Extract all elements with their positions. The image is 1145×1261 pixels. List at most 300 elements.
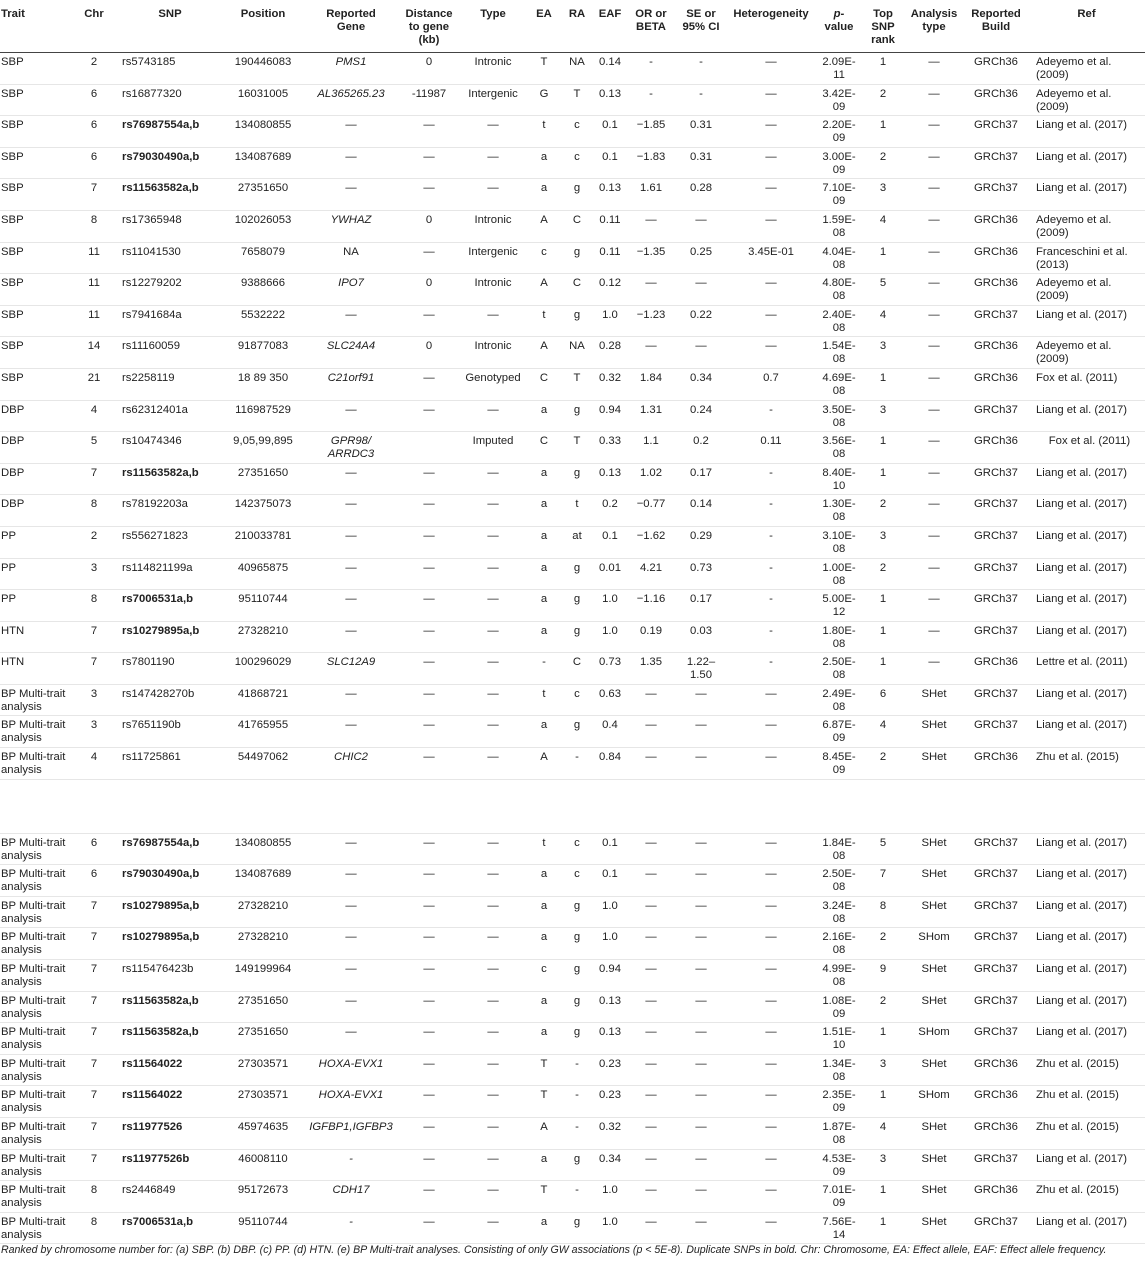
header-chr: Chr [72,0,116,53]
cell-ea: C [528,368,560,400]
cell-rank: 2 [862,928,904,960]
cell-build: GRCh36 [964,337,1028,369]
cell-chr: 14 [72,337,116,369]
cell-chr: 6 [72,116,116,148]
cell-position: 41868721 [224,684,302,716]
cell-eaf: 0.1 [594,116,626,148]
cell-trait: BP Multi-trait analysis [0,1212,72,1244]
cell-type: Genotyped [458,368,528,400]
cell-snp: rs10279895a,b [116,928,224,960]
cell-distance: — [400,991,458,1023]
cell-type: Intronic [458,274,528,306]
cell-distance: — [400,1054,458,1086]
cell-snp: rs79030490a,b [116,865,224,897]
cell-eaf: 0.1 [594,865,626,897]
cell-type: — [458,928,528,960]
cell-ra: g [560,621,594,653]
cell-ea: a [528,147,560,179]
cell-p-value: 1.00E- 08 [816,558,862,590]
cell-position: 27328210 [224,621,302,653]
cell-position: 27351650 [224,1023,302,1055]
cell-ea: a [528,1023,560,1055]
table-row [0,653,1145,685]
cell-analysis-type: SHet [904,991,964,1023]
cell-ea: a [528,400,560,432]
cell-chr: 8 [72,495,116,527]
cell-se-ci: 0.03 [676,621,726,653]
cell-chr: 21 [72,368,116,400]
cell-rank: 1 [862,653,904,685]
cell-ref: Liang et al. (2017) [1028,865,1145,897]
cell-distance: — [400,1086,458,1118]
cell-trait: BP Multi-trait analysis [0,991,72,1023]
cell-analysis-type: SHet [904,1181,964,1213]
cell-p-value: 2.50E- 08 [816,653,862,685]
cell-eaf: 0.94 [594,960,626,992]
cell-snp: rs7006531a,b [116,1212,224,1244]
cell-eaf: 0.11 [594,210,626,242]
cell-se-ci: — [676,274,726,306]
cell-rank: 4 [862,1118,904,1150]
table-row [0,147,1145,179]
cell-build: GRCh36 [964,1054,1028,1086]
cell-build: GRCh36 [964,653,1028,685]
cell-ea: a [528,590,560,622]
cell-se-ci: 0.17 [676,590,726,622]
cell-chr: 7 [72,463,116,495]
cell-snp: rs11725861 [116,748,224,780]
cell-eaf: 0.13 [594,463,626,495]
cell-type: — [458,1023,528,1055]
cell-or-beta: 1.1 [626,432,676,464]
cell-p-value: 2.09E- 11 [816,53,862,85]
cell-heterogeneity: — [726,748,816,780]
cell-ra: c [560,147,594,179]
cell-build: GRCh37 [964,991,1028,1023]
cell-position: 41765955 [224,716,302,748]
cell-ra: T [560,84,594,116]
cell-heterogeneity: - [726,495,816,527]
cell-distance: — [400,305,458,337]
cell-ref: Franceschini et al. (2013) [1028,242,1145,274]
cell-eaf: 0.13 [594,991,626,1023]
cell-distance: — [400,590,458,622]
cell-p-value: 8.40E- 10 [816,463,862,495]
cell-build: GRCh37 [964,495,1028,527]
cell-position: 27303571 [224,1086,302,1118]
cell-snp: rs10279895a,b [116,621,224,653]
cell-ref: Adeyemo et al. (2009) [1028,210,1145,242]
cell-trait: DBP [0,495,72,527]
cell-rank: 3 [862,400,904,432]
cell-build: GRCh37 [964,179,1028,211]
cell-snp: rs11977526 [116,1118,224,1150]
cell-type: — [458,590,528,622]
cell-or-beta: — [626,833,676,865]
cell-type: Intronic [458,53,528,85]
cell-snp: rs115476423b [116,960,224,992]
cell-ra: C [560,274,594,306]
cell-eaf: 0.01 [594,558,626,590]
table-row [0,1118,1145,1150]
cell-snp: rs556271823 [116,526,224,558]
cell-p-value: 4.69E- 08 [816,368,862,400]
cell-rank: 2 [862,991,904,1023]
table-row [0,833,1145,865]
cell-eaf: 0.13 [594,1023,626,1055]
cell-analysis-type: — [904,653,964,685]
cell-position: 45974635 [224,1118,302,1150]
cell-or-beta: — [626,1054,676,1086]
cell-se-ci: — [676,1086,726,1118]
cell-ea: a [528,495,560,527]
cell-se-ci: — [676,865,726,897]
cell-build: GRCh37 [964,147,1028,179]
cell-rank: 9 [862,960,904,992]
cell-ref: Liang et al. (2017) [1028,526,1145,558]
cell-gene: — [302,179,400,211]
cell-or-beta: — [626,1118,676,1150]
cell-snp: rs11563582a,b [116,991,224,1023]
cell-chr: 7 [72,960,116,992]
cell-distance: — [400,558,458,590]
cell-distance: — [400,833,458,865]
cell-ea: a [528,896,560,928]
cell-or-beta: — [626,1023,676,1055]
cell-p-value: 4.99E- 08 [816,960,862,992]
cell-p-value: 4.04E- 08 [816,242,862,274]
cell-build: GRCh36 [964,1086,1028,1118]
table-row [0,1181,1145,1213]
cell-ref: Zhu et al. (2015) [1028,1118,1145,1150]
cell-rank: 2 [862,147,904,179]
cell-type: Intronic [458,210,528,242]
cell-build: GRCh36 [964,368,1028,400]
cell-type: — [458,558,528,590]
cell-rank: 1 [862,1023,904,1055]
cell-p-value: 6.87E- 09 [816,716,862,748]
cell-ra: g [560,991,594,1023]
cell-chr: 3 [72,684,116,716]
table-row [0,1212,1145,1244]
cell-se-ci: 0.73 [676,558,726,590]
cell-p-value: 1.80E- 08 [816,621,862,653]
cell-heterogeneity: — [726,833,816,865]
table-row [0,716,1145,748]
cell-analysis-type: SHom [904,1086,964,1118]
cell-se-ci: 0.14 [676,495,726,527]
cell-distance: 0 [400,337,458,369]
cell-rank: 1 [862,1086,904,1118]
cell-or-beta: 1.84 [626,368,676,400]
cell-ref: Liang et al. (2017) [1028,400,1145,432]
table-row [0,463,1145,495]
cell-rank: 1 [862,1181,904,1213]
cell-ra: g [560,1023,594,1055]
cell-trait: SBP [0,84,72,116]
table-row [0,896,1145,928]
cell-type: — [458,991,528,1023]
table-row [0,116,1145,148]
cell-rank: 4 [862,210,904,242]
cell-analysis-type: — [904,558,964,590]
cell-build: GRCh37 [964,896,1028,928]
cell-or-beta: 4.21 [626,558,676,590]
cell-rank: 3 [862,1054,904,1086]
cell-position: 116987529 [224,400,302,432]
cell-build: GRCh37 [964,865,1028,897]
cell-chr: 7 [72,928,116,960]
cell-gene: PMS1 [302,53,400,85]
cell-position: 9388666 [224,274,302,306]
cell-or-beta: — [626,748,676,780]
cell-analysis-type: SHom [904,1023,964,1055]
cell-snp: rs10279895a,b [116,896,224,928]
header-ea: EA [528,0,560,53]
table-row [0,495,1145,527]
cell-or-beta: 1.31 [626,400,676,432]
cell-distance: — [400,1118,458,1150]
cell-build: GRCh36 [964,84,1028,116]
cell-ref: Liang et al. (2017) [1028,495,1145,527]
cell-se-ci: 0.25 [676,242,726,274]
cell-eaf: 0.12 [594,274,626,306]
cell-or-beta: — [626,991,676,1023]
cell-ea: c [528,242,560,274]
cell-position: 134080855 [224,833,302,865]
cell-gene: — [302,684,400,716]
cell-or-beta: - [626,53,676,85]
cell-ea: t [528,305,560,337]
cell-snp: rs11563582a,b [116,463,224,495]
cell-ra: g [560,558,594,590]
cell-analysis-type: — [904,305,964,337]
cell-or-beta: — [626,928,676,960]
cell-position: 102026053 [224,210,302,242]
cell-se-ci: 0.2 [676,432,726,464]
cell-p-value: 3.00E- 09 [816,147,862,179]
cell-chr: 6 [72,84,116,116]
cell-distance: — [400,147,458,179]
cell-snp: rs17365948 [116,210,224,242]
cell-eaf: 0.1 [594,833,626,865]
header-type: Type [458,0,528,53]
cell-heterogeneity: — [726,210,816,242]
cell-position: 95110744 [224,590,302,622]
cell-type: — [458,147,528,179]
header-reported-build: Reported Build [964,0,1028,53]
cell-rank: 6 [862,684,904,716]
cell-position: 27303571 [224,1054,302,1086]
cell-build: GRCh37 [964,526,1028,558]
table-row [0,337,1145,369]
cell-build: GRCh36 [964,210,1028,242]
cell-build: GRCh37 [964,463,1028,495]
cell-or-beta: −1.16 [626,590,676,622]
cell-type: — [458,305,528,337]
cell-se-ci: - [676,84,726,116]
cell-chr: 11 [72,305,116,337]
cell-eaf: 0.23 [594,1086,626,1118]
cell-eaf: 0.14 [594,53,626,85]
table-row [0,1149,1145,1181]
header-distance: Distance to gene (kb) [400,0,458,53]
cell-heterogeneity: — [726,53,816,85]
table-row [0,558,1145,590]
cell-gene: - [302,1149,400,1181]
cell-chr: 2 [72,526,116,558]
cell-build: GRCh37 [964,960,1028,992]
cell-distance: — [400,865,458,897]
cell-ref: Liang et al. (2017) [1028,1149,1145,1181]
header-ra: RA [560,0,594,53]
cell-analysis-type: SHom [904,928,964,960]
cell-se-ci: — [676,716,726,748]
cell-analysis-type: SHet [904,865,964,897]
cell-ra: c [560,833,594,865]
cell-snp: rs11563582a,b [116,1023,224,1055]
cell-se-ci: - [676,53,726,85]
cell-ea: C [528,432,560,464]
cell-position: 142375073 [224,495,302,527]
cell-position: 190446083 [224,53,302,85]
cell-ref: Liang et al. (2017) [1028,558,1145,590]
cell-build: GRCh37 [964,116,1028,148]
cell-eaf: 1.0 [594,590,626,622]
cell-gene: CDH17 [302,1181,400,1213]
cell-ea: T [528,53,560,85]
cell-distance: — [400,1212,458,1244]
cell-position: 134087689 [224,865,302,897]
cell-distance: 0 [400,274,458,306]
cell-snp: rs76987554a,b [116,833,224,865]
cell-p-value: 3.56E- 08 [816,432,862,464]
cell-heterogeneity: - [726,653,816,685]
cell-distance: — [400,1023,458,1055]
cell-snp: rs11564022 [116,1054,224,1086]
header-p-value: p- value [816,0,862,53]
table-row [0,179,1145,211]
cell-ea: a [528,179,560,211]
cell-chr: 8 [72,1212,116,1244]
cell-trait: SBP [0,242,72,274]
cell-ea: a [528,558,560,590]
cell-p-value: 3.50E- 08 [816,400,862,432]
cell-build: GRCh37 [964,1023,1028,1055]
cell-ra: g [560,896,594,928]
cell-gene: — [302,991,400,1023]
cell-snp: rs11563582a,b [116,179,224,211]
cell-build: GRCh36 [964,53,1028,85]
cell-chr: 4 [72,400,116,432]
cell-ea: t [528,116,560,148]
cell-ea: a [528,526,560,558]
cell-p-value: 7.56E- 14 [816,1212,862,1244]
cell-gene: YWHAZ [302,210,400,242]
cell-snp: rs11977526b [116,1149,224,1181]
cell-position: 27351650 [224,463,302,495]
cell-heterogeneity: — [726,179,816,211]
cell-analysis-type: — [904,274,964,306]
cell-type: Intergenic [458,242,528,274]
cell-gene: — [302,716,400,748]
cell-position: 16031005 [224,84,302,116]
cell-p-value: 2.40E- 08 [816,305,862,337]
cell-trait: BP Multi-trait analysis [0,684,72,716]
cell-snp: rs76987554a,b [116,116,224,148]
cell-se-ci: 0.34 [676,368,726,400]
cell-chr: 7 [72,1149,116,1181]
cell-ref: Adeyemo et al. (2009) [1028,53,1145,85]
cell-ref: Liang et al. (2017) [1028,991,1145,1023]
table-row [0,621,1145,653]
cell-distance: — [400,242,458,274]
cell-p-value: 1.51E- 10 [816,1023,862,1055]
header-trait: Trait [0,0,72,53]
cell-heterogeneity: — [726,1023,816,1055]
cell-build: GRCh37 [964,1212,1028,1244]
cell-eaf: 0.28 [594,337,626,369]
cell-or-beta: — [626,337,676,369]
cell-type: — [458,653,528,685]
cell-distance: — [400,928,458,960]
cell-build: GRCh37 [964,400,1028,432]
cell-trait: BP Multi-trait analysis [0,896,72,928]
cell-se-ci: 0.17 [676,463,726,495]
cell-rank: 2 [862,495,904,527]
cell-distance: — [400,400,458,432]
table-row [0,960,1145,992]
cell-or-beta: — [626,716,676,748]
cell-trait: BP Multi-trait analysis [0,1023,72,1055]
cell-p-value: 7.01E- 09 [816,1181,862,1213]
cell-analysis-type: — [904,84,964,116]
cell-ref: Zhu et al. (2015) [1028,1181,1145,1213]
cell-type: Intergenic [458,84,528,116]
cell-p-value: 3.10E- 08 [816,526,862,558]
cell-position: 134087689 [224,147,302,179]
cell-snp: rs5743185 [116,53,224,85]
cell-se-ci: — [676,1023,726,1055]
cell-chr: 7 [72,653,116,685]
cell-ra: T [560,368,594,400]
header-se-ci: SE or 95% CI [676,0,726,53]
cell-se-ci: — [676,748,726,780]
cell-ea: a [528,463,560,495]
cell-analysis-type: — [904,116,964,148]
cell-distance: — [400,526,458,558]
cell-snp: rs2446849 [116,1181,224,1213]
cell-rank: 3 [862,1149,904,1181]
cell-gene: — [302,147,400,179]
cell-distance: — [400,495,458,527]
cell-ea: A [528,748,560,780]
cell-ref: Liang et al. (2017) [1028,179,1145,211]
table-row [0,432,1145,464]
cell-distance: -11987 [400,84,458,116]
cell-se-ci: — [676,991,726,1023]
cell-analysis-type: — [904,463,964,495]
cell-type: — [458,1212,528,1244]
cell-rank: 3 [862,179,904,211]
cell-snp: rs11041530 [116,242,224,274]
cell-position: 54497062 [224,748,302,780]
cell-build: GRCh37 [964,928,1028,960]
cell-snp: rs11564022 [116,1086,224,1118]
cell-type: — [458,1118,528,1150]
cell-trait: SBP [0,305,72,337]
cell-snp: rs12279202 [116,274,224,306]
